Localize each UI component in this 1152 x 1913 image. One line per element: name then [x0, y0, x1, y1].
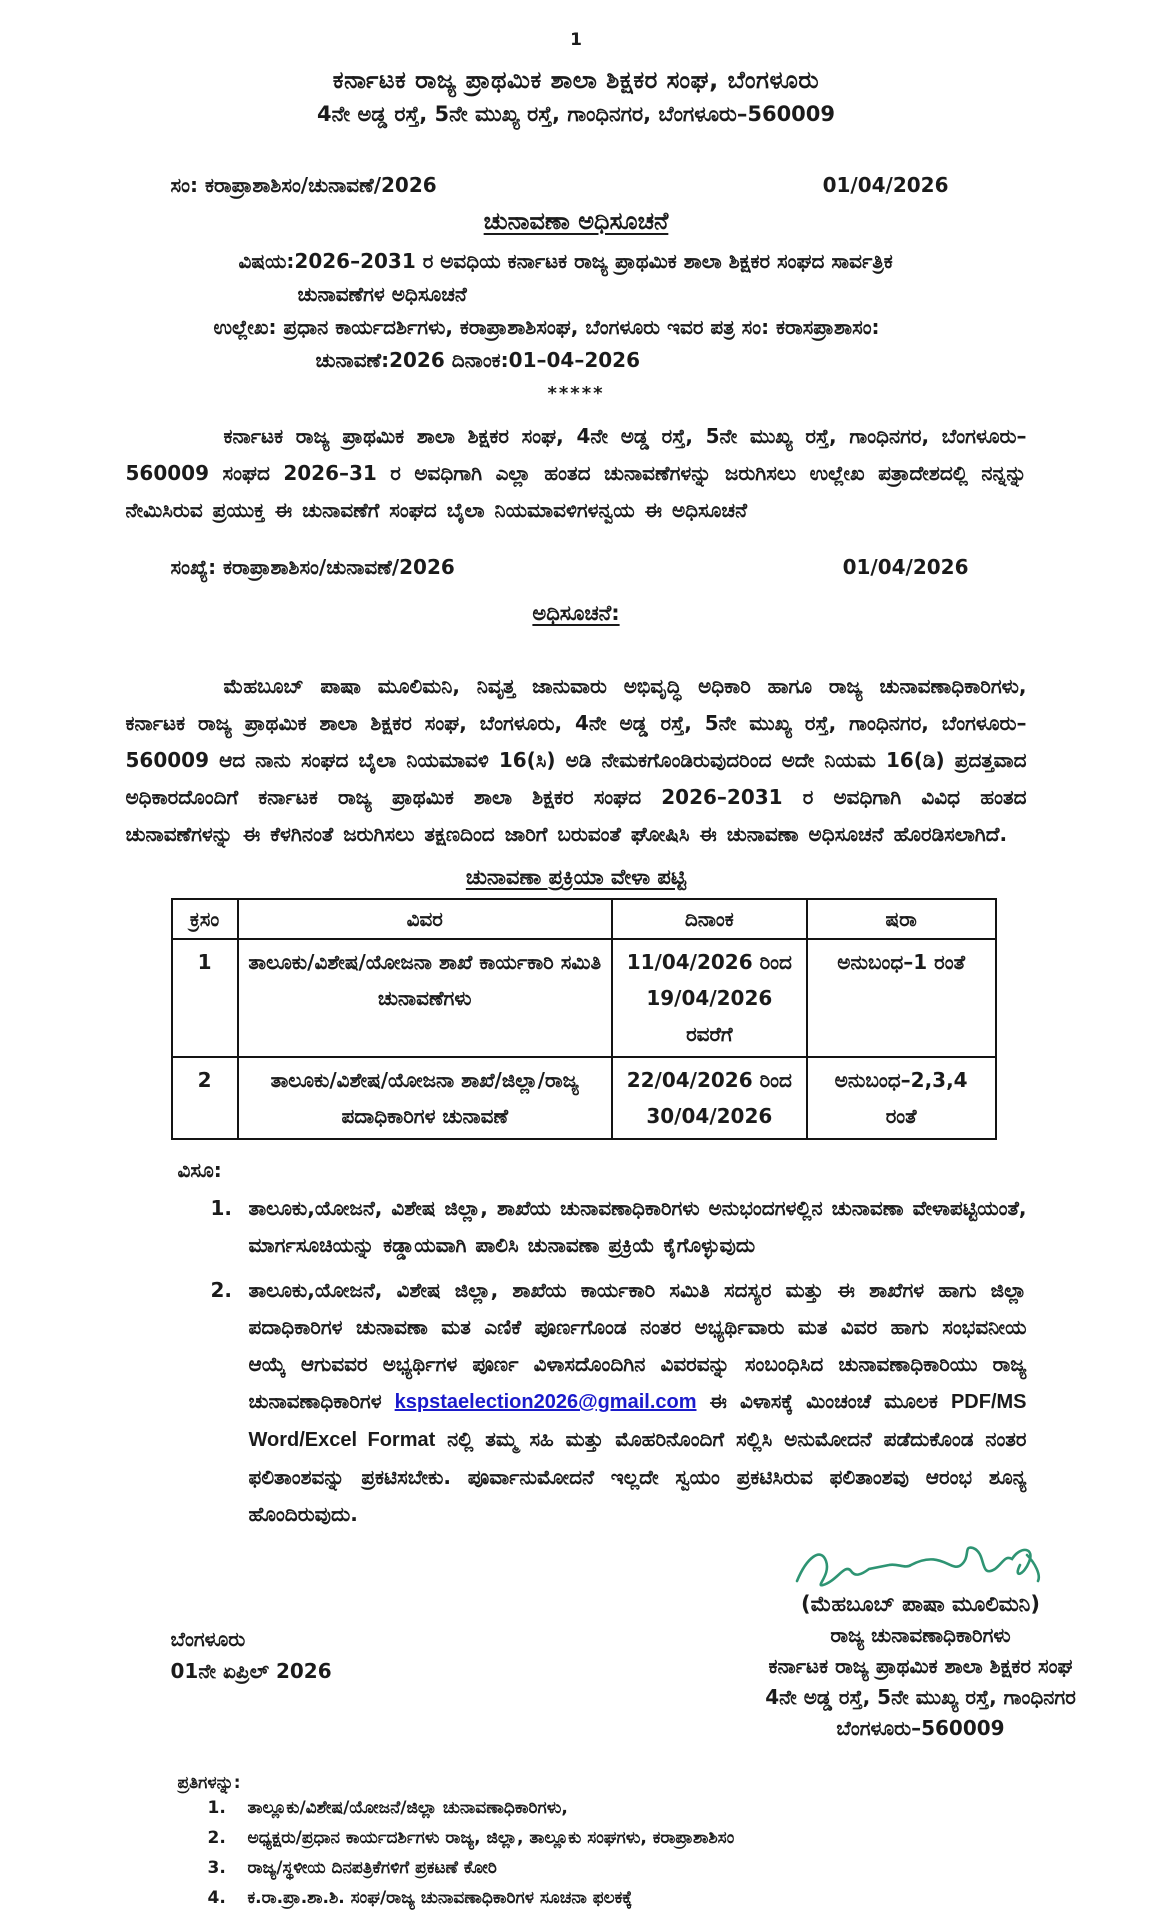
- reference-number-2: ಸಂಖ್ಯೆ: ಕರಾಪ್ರಾಶಾಶಿಸಂ/ಚುನಾವಣೆ/2026: [171, 555, 455, 579]
- table-row: [172, 1057, 996, 1139]
- copy-item: [126, 1823, 1027, 1853]
- signatory-address-2: ಬೆಂಗಳೂರು–560009: [686, 1713, 1152, 1744]
- note-2-part1: ತಾಲೂಕು,ಯೋಜನೆ, ವಿಶೇಷ ಜಿಲ್ಲಾ, ಶಾಖೆಯ ಕಾರ್ಯಕಾರಿ ಸಮಿತಿ ಸದಸ್ಯರ ಮತ್ತು ಈ ಶಾಖೆಗಳ ಹಾಗು ಜಿಲ್ಲಾ ಪದಾಧಿಕಾರಿಗಳ ಚುನಾವಣಾ ಮತ ಎಣಿಕೆ ಪೂರ್ಣಗೊಂಡ ನಂತರ ಅಭ್ಯರ್ಥಿವಾರು ಮತ ವಿವರ ಹಾಗು ಸಂಭವನೀಯ ಆಯ್ಕೆ ಆಗುವವರ ಅಭ್ಯರ್ಥಿಗಳ ಪೂರ್ಣ ವಿಳಾಸದೊಂದಿಗಿನ ವಿವರವನ್ನು ಸಂಬಂಧಿಸಿದ ಚುನಾವಣಾಧಿಕಾರಿಯು ರಾಜ್ಯ ಚುನಾವಣಾಧಿಕಾರಿಗಳ: [249, 1278, 1027, 1413]
- signatory-org: ಕರ್ನಾಟಕ ರಾಜ್ಯ ಪ್ರಾಥಮಿಕ ಶಾಲಾ ಶಿಕ್ಷಕರ ಸಂಘ: [686, 1651, 1152, 1682]
- copy-item: [126, 1883, 1027, 1913]
- row1-detail: ತಾಲೂಕು/ವಿಶೇಷ/ಯೋಜನಾ ಶಾಖೆ ಕಾರ್ಯಕಾರಿ ಸಮಿತಿ ಚುನಾವಣೆಗಳು: [238, 939, 612, 1057]
- table-header-row: [172, 899, 996, 939]
- note-item-2: [126, 1272, 1027, 1533]
- main-paragraph: ಮೆಹಬೂಬ್ ಪಾಷಾ ಮೂಲಿಮನಿ, ನಿವೃತ್ತ ಜಾನುವಾರು ಅಭಿವೃದ್ಧಿ ಅಧಿಕಾರಿ ಹಾಗೂ ರಾಜ್ಯ ಚುನಾವಣಾಧಿಕಾರಿಗಳು, ಕರ್ನಾಟಕ ರಾಜ್ಯ ಪ್ರಾಥಮಿಕ ಶಾಲಾ ಶಿಕ್ಷಕರ ಸಂಘ, ಬೆಂಗಳೂರು, 4ನೇ ಅಡ್ಡ ರಸ್ತೆ, 5ನೇ ಮುಖ್ಯ ರಸ್ತೆ, ಗಾಂಧಿನಗರ, ಬೆಂಗಳೂರು–560009 ಆದ ನಾನು ಸಂಘದ ಬೈಲಾ ನಿಯಮಾವಳಿ 16(ಸಿ) ಅಡಿ ನೇಮಕಗೊಂಡಿರುವುದರಿಂದ ಅದೇ ನಿಯಮ 16(ಡಿ) ಪ್ರದತ್ತವಾದ ಅಧಿಕಾರದೊಂದಿಗೆ ಕರ್ನಾಟಕ ರಾಜ್ಯ ಪ್ರಾಥಮಿಕ ಶಾಲಾ ಶಿಕ್ಷಕರ ಸಂಘದ 2026–2031 ರ ಅವಧಿಗಾಗಿ ವಿವಿಧ ಹಂತದ ಚುನಾವಣೆಗಳನ್ನು ಈ ಕೆಳಗಿನಂತೆ ಜರುಗಿಸಲು ತಕ್ಷಣದಿಂದ ಜಾರಿಗೆ ಬರುವಂತೆ ಘೋಷಿಸಿ ಈ ಚುನಾವಣಾ ಅಧಿಸೂಚನೆ ಹೊರಡಿಸಲಾಗಿದೆ.: [126, 668, 1027, 853]
- letter-place: ಬೆಂಗಳೂರು: [171, 1623, 332, 1655]
- org-name-heading: ಕರ್ನಾಟಕ ರಾಜ್ಯ ಪ್ರಾಥಮಿಕ ಶಾಲಾ ಶಿಕ್ಷಕರ ಸಂಘ, ಬೆಂಗಳೂರು: [126, 66, 1027, 94]
- row2-date-line2: 30/04/2026: [621, 1098, 798, 1134]
- election-schedule-table: [171, 898, 997, 1140]
- copy-1-number: 1.: [126, 1793, 248, 1823]
- table-row: [172, 939, 996, 1057]
- page-content: [11, 0, 1142, 1913]
- note-2-part2: ಈ ವಿಳಾಸಕ್ಕೆ ಮಿಂಚಂಚೆ ಮೂಲಕ: [697, 1389, 951, 1413]
- row1-date: [612, 939, 807, 1057]
- copies-section: [126, 1773, 1027, 1913]
- signoff-section: [126, 1535, 1027, 1765]
- signature-scribble: [791, 1535, 1051, 1593]
- copies-label: ಪ್ರತಿಗಳನ್ನು:: [126, 1773, 1027, 1793]
- row1-date-line1: 11/04/2026 ರಿಂದ: [621, 944, 798, 980]
- copy-4-text: ಕ.ರಾ.ಪ್ರಾ.ಶಾ.ಶಿ. ಸಂಘ/ರಾಜ್ಯ ಚುನಾವಣಾಧಿಕಾರಿಗಳ ಸೂಚನಾ ಫಲಕಕ್ಕೆ: [248, 1883, 1027, 1913]
- subject-line-2: ಚುನಾವಣೆಗಳ ಅಧಿಸೂಚನೆ: [126, 278, 1027, 311]
- copy-item: [126, 1853, 1027, 1883]
- row2-detail: ತಾಲೂಕು/ವಿಶೇಷ/ಯೋಜನಾ ಶಾಖೆ/ಜಿಲ್ಲಾ/ರಾಜ್ಯ ಪದಾಧಿಕಾರಿಗಳ ಚುನಾವಣೆ: [238, 1057, 612, 1139]
- row2-date: [612, 1057, 807, 1139]
- subject-line-1: ವಿಷಯ:2026–2031 ರ ಅವಧಿಯ ಕರ್ನಾಟಕ ರಾಜ್ಯ ಪ್ರಾಥಮಿಕ ಶಾಲಾ ಶಿಕ್ಷಕರ ಸಂಘದ ಸಾರ್ವತ್ರಿಕ: [126, 245, 1027, 278]
- notification-heading: ಅಧಿಸೂಚನೆ:: [126, 601, 1027, 626]
- schedule-table-title: ಚುನಾವಣಾ ಪ್ರಕ್ರಿಯಾ ವೇಳಾ ಪಟ್ಟಿ: [126, 865, 1027, 890]
- note-2-number: 2.: [126, 1272, 249, 1533]
- intro-paragraph: ಕರ್ನಾಟಕ ರಾಜ್ಯ ಪ್ರಾಥಮಿಕ ಶಾಲಾ ಶಿಕ್ಷಕರ ಸಂಘ, 4ನೇ ಅಡ್ಡ ರಸ್ತೆ, 5ನೇ ಮುಖ್ಯ ರಸ್ತೆ, ಗಾಂಧಿನಗರ, ಬೆಂಗಳೂರು–560009 ಸಂಘದ 2026–31 ರ ಅವಧಿಗಾಗಿ ಎಲ್ಲಾ ಹಂತದ ಚುನಾವಣೆಗಳನ್ನು ಜರುಗಿಸಲು ಉಲ್ಲೇಖ ಪತ್ರಾದೇಶದಲ್ಲಿ ನನ್ನನ್ನು ನೇಮಿಸಿರುವ ಪ್ರಯುಕ್ತ ಈ ಚುನಾವಣೆಗೆ ಸಂಘದ ಬೈಲಾ ನಿಯಮಾವಳಿಗಳನ್ವಯ ಈ ಅಧಿಸೂಚನೆ: [126, 418, 1027, 529]
- star-separator: *****: [126, 383, 1027, 404]
- copy-item: [126, 1793, 1027, 1823]
- header-serial: ಕ್ರಸಂ: [172, 899, 238, 939]
- copy-1-text: ತಾಲ್ಲೂಕು/ವಿಶೇಷ/ಯೋಜನೆ/ಜಿಲ್ಲಾ ಚುನಾವಣಾಧಿಕಾರಿಗಳು,: [248, 1793, 1027, 1823]
- reference-row-1: [126, 173, 1027, 197]
- note-2-part3: ನಲ್ಲಿ ತಮ್ಮ ಸಹಿ ಮತ್ತು ಮೊಹರಿನೊಂದಿಗೆ ಸಲ್ಲಿಸಿ ಅನುಮೋದನೆ ಪಡೆದುಕೊಂಡ ನಂತರ ಫಲಿತಾಂಶವನ್ನು ಪ್ರಕಟಿಸಬೇಕು. ಪೂರ್ವಾನುಮೋದನೆ ಇಲ್ಲದೇ ಸ್ವಯಂ ಪ್ರಕಟಿಸಿರುವ ಫಲಿತಾಂಶವು ಆರಂಭ ಶೂನ್ಯ ಹೊಂದಿರುವುದು.: [249, 1427, 1027, 1526]
- note-item-1: [126, 1190, 1027, 1264]
- row1-remark: ಅನುಬಂಧ–1 ರಂತೆ: [807, 939, 996, 1057]
- letter-date: 01ನೇ ಏಪ್ರಿಲ್ 2026: [171, 1655, 332, 1687]
- note-2-format-text: PDF/MS Word/Excel Format: [249, 1391, 1027, 1451]
- reference-date-1: 01/04/2026: [823, 173, 949, 197]
- row1-date-line2: 19/04/2026 ರವರೆಗೆ: [621, 980, 798, 1052]
- signature-block: [686, 1535, 1152, 1744]
- signatory-name: (ಮೆಹಬೂಬ್ ಪಾಷಾ ಮೂಲಿಮನಿ): [686, 1589, 1152, 1620]
- note-2-text: [249, 1272, 1027, 1533]
- row1-serial: 1: [172, 939, 238, 1057]
- copy-3-text: ರಾಜ್ಯ/ಸ್ಥಳೀಯ ದಿನಪತ್ರಿಕೆಗಳಿಗೆ ಪ್ರಕಟಣೆ ಕೋರಿ: [248, 1853, 1027, 1883]
- header-remark: ಷರಾ: [807, 899, 996, 939]
- subject-ref-line-2: ಚುನಾವಣೆ:2026 ದಿನಾಂಕ:01–04–2026: [126, 344, 1027, 377]
- header-detail: ವಿವರ: [238, 899, 612, 939]
- notice-heading: ಚುನಾವಣಾ ಅಧಿಸೂಚನೆ: [126, 207, 1027, 235]
- place-date-block: [171, 1623, 332, 1687]
- document-page: [11, 0, 1142, 1600]
- note-1-number: 1.: [126, 1190, 249, 1264]
- copy-3-number: 3.: [126, 1853, 248, 1883]
- row2-date-line1: 22/04/2026 ರಿಂದ: [621, 1062, 798, 1098]
- signatory-address-1: 4ನೇ ಅಡ್ಡ ರಸ್ತೆ, 5ನೇ ಮುಖ್ಯ ರಸ್ತೆ, ಗಾಂಧಿನಗರ: [686, 1682, 1152, 1713]
- row2-remark: ಅನುಬಂಧ–2,3,4 ರಂತೆ: [807, 1057, 996, 1139]
- copy-4-number: 4.: [126, 1883, 248, 1913]
- page-number: 1: [126, 30, 1027, 50]
- org-address: 4ನೇ ಅಡ್ಡ ರಸ್ತೆ, 5ನೇ ಮುಖ್ಯ ರಸ್ತೆ, ಗಾಂಧಿನಗರ, ಬೆಂಗಳೂರು–560009: [126, 102, 1027, 127]
- subject-block: [126, 245, 1027, 377]
- reference-row-2: [126, 555, 1027, 579]
- subject-ref-line-1: ಉಲ್ಲೇಖ: ಪ್ರಧಾನ ಕಾರ್ಯದರ್ಶಿಗಳು, ಕರಾಪ್ರಾಶಾಶಿಸಂಘ, ಬೆಂಗಳೂರು ಇವರ ಪತ್ರ ಸಂ: ಕರಾಸಪ್ರಾಶಾಸಂ:: [126, 311, 1027, 344]
- note-1-text: ತಾಲೂಕು,ಯೋಜನೆ, ವಿಶೇಷ ಜಿಲ್ಲಾ, ಶಾಖೆಯ ಚುನಾವಣಾಧಿಕಾರಿಗಳು ಅನುಭಂದಗಳಲ್ಲಿನ ಚುನಾವಣಾ ವೇಳಾಪಟ್ಟಿಯಂತೆ, ಮಾರ್ಗಸೂಚಿಯನ್ನು ಕಡ್ಡಾಯವಾಗಿ ಪಾಲಿಸಿ ಚುನಾವಣಾ ಪ್ರಕ್ರಿಯೆ ಕೈಗೊಳ್ಳುವುದು: [249, 1190, 1027, 1264]
- header-date: ದಿನಾಂಕ: [612, 899, 807, 939]
- reference-date-2: 01/04/2026: [843, 555, 969, 579]
- copy-2-text: ಅಧ್ಯಕ್ಷರು/ಪ್ರಧಾನ ಕಾರ್ಯದರ್ಶಿಗಳು ರಾಜ್ಯ, ಜಿಲ್ಲಾ, ತಾಲ್ಲೂಕು ಸಂಘಗಳು, ಕರಾಪ್ರಾಶಾಶಿಸಂ: [248, 1823, 1027, 1853]
- copy-2-number: 2.: [126, 1823, 248, 1853]
- notes-label: ವಿಸೂ:: [126, 1158, 1027, 1182]
- election-email-link[interactable]: kspstaelection2026@gmail.com: [395, 1391, 697, 1413]
- row2-serial: 2: [172, 1057, 238, 1139]
- reference-number-1: ಸಂ: ಕರಾಪ್ರಾಶಾಶಿಸಂ/ಚುನಾವಣೆ/2026: [171, 173, 437, 197]
- signatory-title: ರಾಜ್ಯ ಚುನಾವಣಾಧಿಕಾರಿಗಳು: [686, 1620, 1152, 1651]
